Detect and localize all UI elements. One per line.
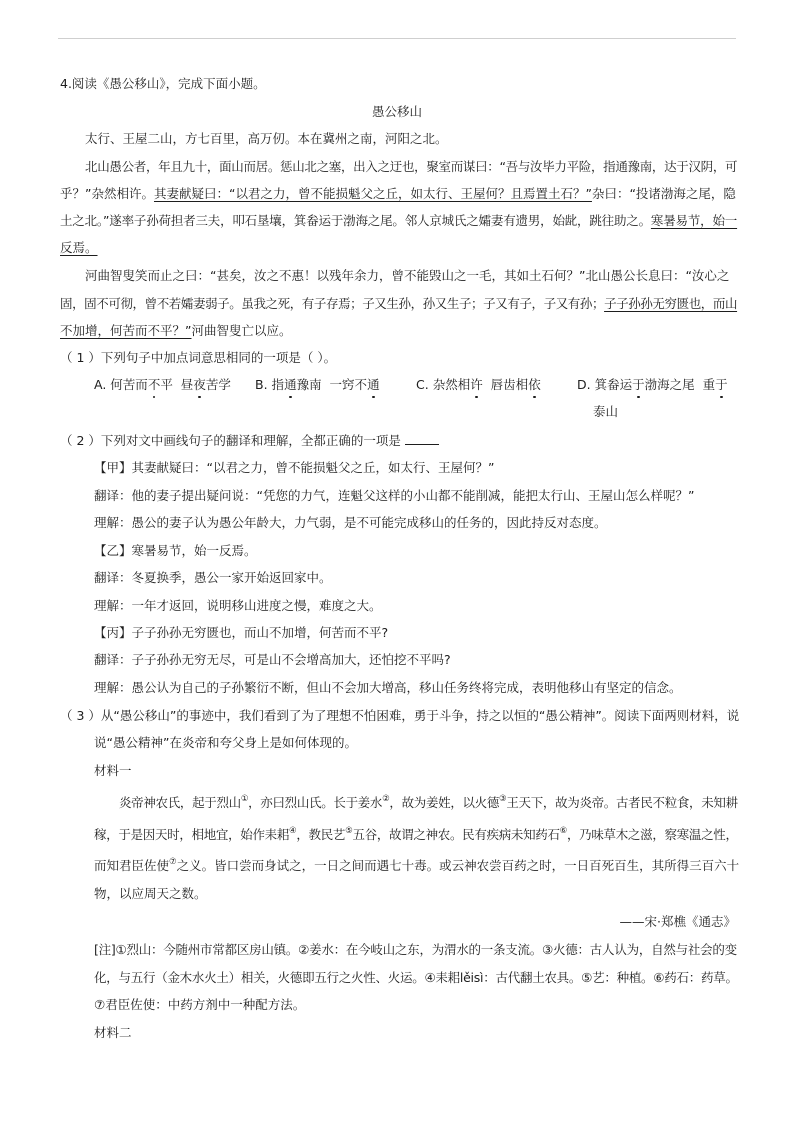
text-run: ，教民艺	[296, 827, 346, 842]
text-run: 指	[271, 377, 285, 392]
q1-option-d-continuation: 泰山	[593, 404, 619, 419]
q2-bing-sentence: 【丙】子子孙孙无穷匮也，而山不加增，何苦而不平?	[94, 625, 389, 640]
option-label: D.	[577, 377, 591, 392]
passage-paragraph-2-line-1: 北山愚公者，年且九十，面山而居。惩山北之塞，出入之迂也，聚室而谋曰：“吾与汝毕力平险，指通豫南，达于汉阴，可	[85, 159, 738, 174]
dotted-char: 通	[284, 377, 297, 392]
text-run: 乎？”杂然相许。	[60, 186, 154, 201]
material-1-line-3	[94, 858, 739, 874]
text-run: ，故为姜姓，以火德	[389, 795, 500, 810]
text-run: 一窍不	[329, 377, 368, 392]
q1-option-a[interactable]	[94, 377, 231, 393]
q2-stem-text: （ 2 ）下列对文中画线句子的翻译和理解，全都正确的一项是	[60, 433, 401, 448]
footnote-ref: ⑦	[169, 857, 177, 867]
passage-paragraph-3-line-3	[60, 323, 292, 339]
q1-stem: （ 1 ）下列句子中加点词意思相同的一项是（ ）。	[60, 350, 337, 365]
passage-paragraph-2-line-3	[60, 213, 737, 229]
text-run: 唇齿相	[490, 377, 529, 392]
dotted-char: 许	[470, 377, 483, 392]
dotted-char: 依	[528, 377, 541, 392]
q3-stem-line-1: （ 3 ）从“愚公移山”的事迹中，我们看到了为了理想不怕困难，勇于斗争，持之以恒的“愚公精神”。阅读下面两则材料，说	[60, 708, 740, 723]
footnote-ref: ①	[240, 794, 249, 804]
option-label: B.	[255, 377, 268, 392]
q3-stem-line-2: 说“愚公精神”在炎帝和夸父身上是如何体现的。	[94, 735, 357, 750]
dotted-char: 于	[715, 377, 728, 392]
notes-line-2: 化，与五行（金木水火土）相关，火德即五行之火性、火运。④耒耜lěisì：古代翻土农具。⑤艺：种植。⑥药石：药草。	[94, 970, 738, 985]
text-run: 苦学	[205, 377, 231, 392]
underlined-sentence-bing-cont: 不加增，何苦而不平？”	[60, 323, 192, 338]
footnote-ref: ⑥	[559, 826, 567, 836]
footnote-ref: ②	[382, 794, 390, 804]
text-run: 豫南	[296, 377, 322, 392]
text-run: 王天下，故为炎帝。古者民不粒食，未知耕	[506, 795, 738, 810]
text-run: ，亦曰烈山氏。长于姜水	[248, 795, 383, 810]
footnote-ref: ③	[499, 794, 507, 804]
q2-jia-sentence: 【甲】其妻献疑曰：“以君之力，曾不能损魁父之丘，如太行、王屋何？”	[94, 460, 495, 475]
answer-blank[interactable]	[405, 432, 439, 445]
dotted-char: 不	[147, 377, 161, 392]
q2-yi-sentence: 【乙】寒暑易节，始一反焉。	[94, 543, 257, 558]
q2-jia-translation: 翻译：他的妻子提出疑问说：“凭您的力气，连魁父这样的小山都不能削减，能把太行山、王屋山怎么样呢？”	[94, 488, 695, 503]
q2-jia-understanding: 理解：愚公的妻子认为愚公年龄大，力气弱，是不可能完成移山的任务的，因此持反对态度。	[94, 515, 607, 530]
text-run: 炎帝神农氏，起于烈山	[119, 795, 241, 810]
material-1-source: ——宋·郑樵《通志》	[619, 914, 736, 929]
underlined-sentence-yi: 寒暑易节，始一	[650, 213, 738, 228]
top-divider	[58, 38, 736, 39]
q1-option-d[interactable]	[577, 377, 728, 393]
material-1-line-4: 物，以应周天之数。	[94, 886, 207, 901]
option-label: C.	[416, 377, 429, 392]
passage-paragraph-3-line-1: 河曲智叟笑而止之曰：“甚矣，汝之不惠！以残年余力，曾不能毁山之一毛，其如土石何？”北山愚公长息曰：“汝心之	[85, 268, 730, 283]
text-run: 昼	[180, 377, 194, 392]
underlined-sentence-yi-cont: 反焉。	[60, 240, 98, 255]
footnote-ref: ⑤	[345, 826, 353, 836]
passage-paragraph-2-line-2	[60, 186, 736, 202]
q1-option-b[interactable]	[255, 377, 380, 393]
dotted-char: 夜	[193, 377, 206, 392]
material-1-line-1	[119, 795, 738, 811]
text-run: 平	[160, 377, 173, 392]
text-run: 箕畚运	[594, 377, 633, 392]
text-run: 稼，于是因天时，相地宜，始作耒耜	[94, 827, 290, 842]
q2-bing-translation: 翻译：子子孙孙无穷无尽，可是山不会增高加大，还怕挖不平吗?	[94, 652, 451, 667]
underlined-sentence-jia: 其妻献疑曰：“以君之力，曾不能损魁父之丘，如太行、王屋何？且焉置土石？”	[153, 186, 592, 201]
text-run: 何苦而	[110, 377, 148, 392]
material-1-line-2	[94, 827, 738, 843]
q2-bing-understanding: 理解：愚公认为自己的子孙繁衍不断，但山不会加大增高，移山任务终将完成，表明他移山有坚定的信念。	[94, 680, 682, 695]
dotted-char: 于	[632, 377, 645, 392]
passage-paragraph-3-line-2	[60, 296, 737, 312]
text-run: 固，固不可彻，曾不若孀妻弱子。虽我之死，有子存焉；子又生孙，孙又生子；子又有子，子又有孙；	[60, 296, 605, 311]
text-run: 杂曰：“投诸渤海之尾，隐	[591, 186, 736, 201]
material-2-title: 材料二	[94, 1025, 132, 1040]
text-run: 重	[702, 377, 716, 392]
dotted-char: 通	[367, 377, 380, 392]
notes-line-1: [注]①烈山：今随州市常都区房山镇。②姜水：在今岐山之东，为渭水的一条支流。③火德：古人认为，自然与社会的变	[94, 942, 737, 957]
q2-yi-understanding: 理解：一年才返回，说明移山进度之慢，难度之大。	[94, 598, 382, 613]
passage-paragraph-2-line-4	[60, 240, 98, 256]
passage-paragraph-1: 太行、王屋二山，方七百里，高万仞。本在冀州之南，河阳之北。	[85, 131, 448, 146]
text-run: 渤海之尾	[644, 377, 695, 392]
text-run: 土之北。”遂率子孙荷担者三夫，叩石垦壤，箕畚运于渤海之尾。邻人京城氏之孀妻有遗男，始龀，跳往助之。	[60, 213, 651, 228]
text-run: 之义。皆口尝而身试之，一日之间而遇七十毒。或云神农尝百药之时，一日百死百生，其所得三百六十	[176, 858, 740, 873]
text-run: 河曲智叟亡以应。	[191, 323, 292, 338]
q1-option-c[interactable]	[416, 377, 541, 393]
text-run: 杂然相	[432, 377, 471, 392]
text-run: ，乃味草木之滋，察寒温之性，	[566, 827, 738, 842]
text-run: 而知君臣佐使	[94, 858, 170, 873]
q2-yi-translation: 翻译：冬夏换季，愚公一家开始返回家中。	[94, 570, 332, 585]
question-header: 4.阅读《愚公移山》，完成下面小题。	[60, 76, 266, 91]
underlined-sentence-bing: 子子孙孙无穷匮也，而山	[604, 296, 738, 311]
option-label: A.	[94, 377, 107, 392]
footnote-ref: ④	[289, 826, 297, 836]
notes-line-3: ⑦君臣佐使：中药方剂中一种配方法。	[94, 997, 306, 1012]
material-1-title: 材料一	[94, 763, 132, 778]
q2-stem	[60, 432, 439, 449]
passage-title: 愚公移山	[371, 104, 422, 119]
text-run: 五谷，故谓之神农。民有疾病未知药石	[352, 827, 560, 842]
